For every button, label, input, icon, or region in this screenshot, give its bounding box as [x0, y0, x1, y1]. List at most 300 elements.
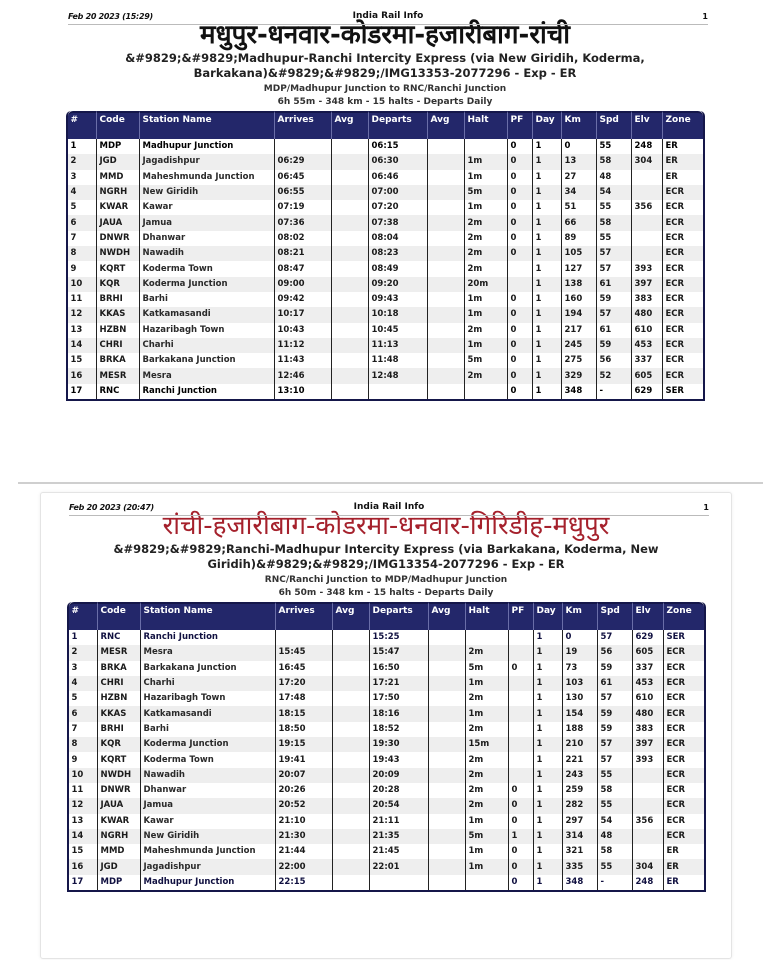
cell-num: 11 — [68, 292, 97, 307]
cell-avg-dep — [429, 706, 466, 721]
cell-arrives: 22:15 — [276, 875, 333, 890]
cell-km: 89 — [562, 231, 597, 246]
cell-avg-arr — [333, 798, 370, 813]
cell-num: 4 — [69, 676, 98, 691]
cell-station-name: Hazaribagh Town — [141, 691, 276, 706]
cell-avg-arr — [332, 215, 369, 230]
cell-zone: ER — [664, 859, 704, 874]
cell-avg-dep — [428, 384, 465, 399]
cell-avg-arr — [333, 676, 370, 691]
cell-station-name: Charhi — [141, 676, 276, 691]
site-name: India Rail Info — [353, 502, 425, 512]
cell-code: HZBN — [98, 691, 141, 706]
cell-elv: 248 — [633, 875, 664, 890]
cell-elv: 356 — [632, 200, 663, 215]
column-header-zone: Zone — [663, 111, 703, 139]
cell-day: 1 — [534, 798, 563, 813]
cell-km: 259 — [563, 783, 598, 798]
cell-departs: 10:18 — [369, 307, 428, 322]
cell-halt: 2m — [465, 231, 508, 246]
column-header-num: # — [69, 602, 98, 630]
cell-day: 1 — [534, 722, 563, 737]
cell-km: 210 — [563, 737, 598, 752]
cell-day: 1 — [533, 154, 562, 169]
cell-station-name: Mesra — [141, 645, 276, 660]
cell-km: 127 — [562, 261, 597, 276]
cell-zone: ECR — [663, 338, 703, 353]
table-row — [69, 859, 704, 874]
cell-zone: ECR — [663, 292, 703, 307]
table-row — [69, 875, 704, 890]
cell-avg-arr — [333, 661, 370, 676]
cell-avg-dep — [429, 722, 466, 737]
column-header-code: Code — [97, 111, 140, 139]
cell-halt: 1m — [465, 200, 508, 215]
timetable-table — [66, 111, 705, 401]
cell-day: 1 — [533, 215, 562, 230]
cell-pf — [509, 752, 534, 767]
cell-num: 3 — [69, 661, 98, 676]
cell-elv: 610 — [632, 323, 663, 338]
cell-pf: 0 — [508, 231, 533, 246]
cell-elv: 397 — [632, 277, 663, 292]
cell-arrives: 10:43 — [275, 323, 332, 338]
cell-num: 10 — [68, 277, 97, 292]
cell-station-name: Charhi — [140, 338, 275, 353]
cell-pf: 0 — [508, 384, 533, 399]
cell-code: JAUA — [97, 215, 140, 230]
cell-pf — [509, 691, 534, 706]
cell-num: 17 — [68, 384, 97, 399]
cell-arrives: 06:55 — [275, 185, 332, 200]
cell-avg-arr — [332, 170, 369, 185]
cell-halt: 2m — [466, 783, 509, 798]
cell-station-name: Barhi — [140, 292, 275, 307]
cell-arrives: 08:02 — [275, 231, 332, 246]
cell-halt: 15m — [466, 737, 509, 752]
cell-num: 8 — [68, 246, 97, 261]
cell-halt: 5m — [466, 661, 509, 676]
cell-num: 12 — [69, 798, 98, 813]
cell-code: MMD — [97, 170, 140, 185]
column-header-station-name: Station Name — [140, 111, 275, 139]
cell-avg-dep — [429, 814, 466, 829]
cell-spd: - — [597, 384, 632, 399]
cell-departs: 20:28 — [370, 783, 429, 798]
cell-zone: SER — [663, 384, 703, 399]
table-row — [68, 292, 703, 307]
cell-code: JAUA — [98, 798, 141, 813]
cell-elv — [632, 231, 663, 246]
cell-num: 15 — [68, 353, 97, 368]
cell-zone: ECR — [664, 661, 704, 676]
table-row — [69, 737, 704, 752]
cell-spd: 57 — [598, 752, 633, 767]
cell-station-name: Koderma Town — [140, 261, 275, 276]
cell-elv: 480 — [633, 706, 664, 721]
cell-spd: 57 — [598, 737, 633, 752]
panel-divider — [18, 482, 763, 484]
cell-avg-arr — [333, 706, 370, 721]
cell-arrives — [275, 139, 332, 154]
cell-day: 1 — [534, 814, 563, 829]
cell-avg-arr — [333, 691, 370, 706]
table-row — [69, 676, 704, 691]
cell-elv: 383 — [632, 292, 663, 307]
cell-elv: 393 — [633, 752, 664, 767]
cell-halt: 2m — [465, 323, 508, 338]
cell-elv — [632, 170, 663, 185]
cell-arrives: 08:21 — [275, 246, 332, 261]
cell-avg-arr — [333, 722, 370, 737]
cell-arrives: 18:15 — [276, 706, 333, 721]
cell-departs: 15:25 — [370, 630, 429, 645]
cell-km: 329 — [562, 368, 597, 383]
column-header-pf: PF — [508, 111, 533, 139]
cell-spd: 59 — [598, 722, 633, 737]
column-header-spd: Spd — [598, 602, 633, 630]
cell-num: 9 — [68, 261, 97, 276]
cell-departs: 09:20 — [369, 277, 428, 292]
cell-code: RNC — [98, 630, 141, 645]
cell-avg-dep — [429, 630, 466, 645]
cell-avg-dep — [428, 154, 465, 169]
cell-halt: 2m — [466, 798, 509, 813]
cell-halt: 1m — [466, 706, 509, 721]
cell-num: 7 — [69, 722, 98, 737]
cell-spd: 58 — [598, 783, 633, 798]
cell-station-name: Koderma Junction — [141, 737, 276, 752]
cell-day: 1 — [534, 829, 563, 844]
cell-departs: 22:01 — [370, 859, 429, 874]
cell-departs: 18:52 — [370, 722, 429, 737]
cell-spd: 57 — [598, 630, 633, 645]
cell-day: 1 — [534, 875, 563, 890]
cell-spd: 57 — [597, 307, 632, 322]
cell-code: CHRI — [98, 676, 141, 691]
cell-code: DNWR — [98, 783, 141, 798]
column-header-pf: PF — [509, 602, 534, 630]
cell-num: 14 — [69, 829, 98, 844]
cell-num: 6 — [69, 706, 98, 721]
cell-elv: 480 — [632, 307, 663, 322]
cell-arrives: 21:44 — [276, 844, 333, 859]
cell-arrives: 21:10 — [276, 814, 333, 829]
cell-elv — [633, 783, 664, 798]
cell-code: MMD — [98, 844, 141, 859]
cell-spd: 55 — [597, 139, 632, 154]
column-header-km: Km — [562, 111, 597, 139]
cell-avg-arr — [332, 307, 369, 322]
column-header-elv: Elv — [632, 111, 663, 139]
column-header-num: # — [68, 111, 97, 139]
cell-halt: 20m — [465, 277, 508, 292]
cell-avg-dep — [428, 246, 465, 261]
cell-pf: 1 — [509, 829, 534, 844]
cell-elv: 397 — [633, 737, 664, 752]
cell-day: 1 — [533, 277, 562, 292]
cell-arrives: 20:26 — [276, 783, 333, 798]
cell-station-name: Ranchi Junction — [140, 384, 275, 399]
cell-zone: ER — [664, 844, 704, 859]
cell-station-name: Dhanwar — [141, 783, 276, 798]
table-row — [69, 630, 704, 645]
column-header-code: Code — [98, 602, 141, 630]
cell-code: CHRI — [97, 338, 140, 353]
table-row — [69, 722, 704, 737]
cell-station-name: Jagadishpur — [141, 859, 276, 874]
cell-zone: ECR — [664, 768, 704, 783]
print-date: Feb 20 2023 (20:47) — [69, 503, 154, 512]
cell-avg-dep — [429, 737, 466, 752]
cell-spd: 59 — [598, 661, 633, 676]
cell-avg-dep — [428, 139, 465, 154]
cell-avg-dep — [428, 307, 465, 322]
cell-station-name: Katkamasandi — [141, 706, 276, 721]
site-name: India Rail Info — [352, 11, 424, 21]
cell-code: MESR — [97, 368, 140, 383]
cell-code: KKAS — [97, 307, 140, 322]
cell-code: KKAS — [98, 706, 141, 721]
cell-station-name: Madhupur Junction — [141, 875, 276, 890]
print-header — [68, 2, 708, 25]
cell-day: 1 — [534, 768, 563, 783]
cell-avg-dep — [429, 859, 466, 874]
cell-zone: ER — [664, 875, 704, 890]
cell-spd: 48 — [597, 170, 632, 185]
cell-halt: 1m — [466, 844, 509, 859]
cell-km: 275 — [562, 353, 597, 368]
table-row — [68, 323, 703, 338]
cell-spd: 61 — [597, 277, 632, 292]
hindi-route-title: रांची-हजारीबाग-कोडरमा-धनवार-गिरिडीह-मधुपुर — [162, 511, 610, 541]
cell-km: 221 — [563, 752, 598, 767]
cell-pf: 0 — [508, 307, 533, 322]
cell-arrives: 09:00 — [275, 277, 332, 292]
cell-elv: 304 — [633, 859, 664, 874]
cell-pf: 0 — [508, 154, 533, 169]
cell-km: 105 — [562, 246, 597, 261]
cell-pf — [509, 706, 534, 721]
cell-km: 245 — [562, 338, 597, 353]
column-header-elv: Elv — [633, 602, 664, 630]
cell-pf: 0 — [508, 200, 533, 215]
cell-halt: 2m — [465, 368, 508, 383]
cell-avg-arr — [333, 768, 370, 783]
column-header-arrives: Arrives — [276, 602, 333, 630]
cell-km: 194 — [562, 307, 597, 322]
cell-arrives: 20:07 — [276, 768, 333, 783]
cell-day: 1 — [533, 261, 562, 276]
cell-departs — [370, 875, 429, 890]
cell-pf — [508, 261, 533, 276]
timetable-table — [67, 602, 706, 892]
cell-spd: 55 — [598, 798, 633, 813]
cell-halt — [466, 875, 509, 890]
cell-avg-dep — [428, 292, 465, 307]
cell-departs: 07:20 — [369, 200, 428, 215]
cell-day: 1 — [534, 737, 563, 752]
column-header-avg-arr: Avg — [332, 111, 369, 139]
table-row — [68, 338, 703, 353]
cell-avg-arr — [333, 630, 370, 645]
table-row — [68, 368, 703, 383]
cell-spd: 57 — [597, 261, 632, 276]
cell-halt — [466, 630, 509, 645]
cell-zone: ECR — [663, 368, 703, 383]
cell-spd: 59 — [598, 706, 633, 721]
cell-departs: 20:09 — [370, 768, 429, 783]
print-header — [69, 493, 709, 516]
cell-num: 4 — [68, 185, 97, 200]
cell-num: 5 — [69, 691, 98, 706]
cell-halt: 1m — [465, 170, 508, 185]
train-name: &#9829;&#9829;Madhupur-Ranchi Intercity Express (via New Giridih, Koderma, Barkakana)&#9829;&#9829;/IMG13353-2077296 - Exp - ER — [125, 51, 645, 80]
cell-departs: 10:45 — [369, 323, 428, 338]
cell-avg-arr — [332, 368, 369, 383]
cell-halt: 5m — [465, 353, 508, 368]
cell-zone: ER — [663, 139, 703, 154]
cell-departs: 08:23 — [369, 246, 428, 261]
cell-departs: 21:45 — [370, 844, 429, 859]
cell-zone: ECR — [663, 323, 703, 338]
timetable-panel-2 — [40, 492, 732, 959]
cell-code: HZBN — [97, 323, 140, 338]
column-header-km: Km — [563, 602, 598, 630]
cell-avg-arr — [332, 185, 369, 200]
cell-zone: ECR — [664, 645, 704, 660]
cell-km: 103 — [563, 676, 598, 691]
cell-day: 1 — [533, 368, 562, 383]
cell-halt: 5m — [466, 829, 509, 844]
cell-zone: ECR — [664, 783, 704, 798]
cell-halt: 1m — [465, 154, 508, 169]
cell-halt: 2m — [465, 246, 508, 261]
cell-departs: 07:00 — [369, 185, 428, 200]
cell-avg-arr — [332, 246, 369, 261]
cell-km: 154 — [563, 706, 598, 721]
cell-departs: 19:30 — [370, 737, 429, 752]
cell-departs: 06:46 — [369, 170, 428, 185]
cell-pf: 0 — [509, 814, 534, 829]
cell-elv — [633, 844, 664, 859]
cell-code: MDP — [98, 875, 141, 890]
cell-avg-dep — [429, 676, 466, 691]
cell-day: 1 — [533, 307, 562, 322]
cell-day: 1 — [534, 783, 563, 798]
cell-km: 321 — [563, 844, 598, 859]
table-row — [68, 384, 703, 399]
cell-zone: ECR — [664, 737, 704, 752]
table-header-row — [69, 602, 704, 630]
cell-km: 160 — [562, 292, 597, 307]
cell-km: 0 — [563, 630, 598, 645]
table-row — [68, 307, 703, 322]
cell-arrives: 19:41 — [276, 752, 333, 767]
table-row — [68, 215, 703, 230]
cell-zone: ECR — [664, 706, 704, 721]
cell-avg-dep — [429, 661, 466, 676]
cell-pf — [509, 768, 534, 783]
cell-avg-dep — [428, 170, 465, 185]
journey-summary: 6h 55m - 348 km - 15 halts - Departs Daily — [277, 97, 493, 107]
cell-avg-arr — [332, 277, 369, 292]
cell-code: KWAR — [98, 814, 141, 829]
cell-km: 130 — [563, 691, 598, 706]
cell-avg-arr — [332, 200, 369, 215]
page-number: 1 — [703, 503, 709, 512]
cell-day: 1 — [533, 185, 562, 200]
table-row — [69, 798, 704, 813]
cell-avg-arr — [333, 829, 370, 844]
cell-avg-arr — [332, 353, 369, 368]
route-endpoints: MDP/Madhupur Junction to RNC/Ranchi Junction — [263, 84, 507, 94]
table-row — [69, 814, 704, 829]
cell-departs: 06:30 — [369, 154, 428, 169]
cell-halt — [465, 384, 508, 399]
cell-avg-dep — [429, 645, 466, 660]
cell-avg-dep — [428, 368, 465, 383]
cell-code: NGRH — [97, 185, 140, 200]
cell-code: JGD — [97, 154, 140, 169]
cell-zone: ECR — [663, 246, 703, 261]
cell-day: 1 — [533, 231, 562, 246]
cell-spd: 61 — [597, 323, 632, 338]
cell-zone: ECR — [664, 676, 704, 691]
cell-station-name: Madhupur Junction — [140, 139, 275, 154]
cell-km: 34 — [562, 185, 597, 200]
cell-zone: ECR — [664, 691, 704, 706]
cell-km: 348 — [563, 875, 598, 890]
column-header-halt: Halt — [465, 111, 508, 139]
cell-avg-arr — [332, 323, 369, 338]
cell-departs — [369, 384, 428, 399]
cell-avg-arr — [333, 645, 370, 660]
cell-code: NWDH — [97, 246, 140, 261]
cell-elv: 248 — [632, 139, 663, 154]
cell-avg-arr — [332, 338, 369, 353]
cell-departs: 16:50 — [370, 661, 429, 676]
cell-departs: 21:35 — [370, 829, 429, 844]
table-row — [68, 246, 703, 261]
cell-zone: SER — [664, 630, 704, 645]
cell-pf: 0 — [509, 798, 534, 813]
cell-avg-dep — [429, 875, 466, 890]
cell-elv — [633, 768, 664, 783]
cell-km: 348 — [562, 384, 597, 399]
cell-avg-dep — [428, 277, 465, 292]
cell-code: BRKA — [97, 353, 140, 368]
cell-code: MESR — [98, 645, 141, 660]
table-row — [69, 752, 704, 767]
column-header-avg-dep: Avg — [428, 111, 465, 139]
cell-departs: 18:16 — [370, 706, 429, 721]
cell-elv — [632, 215, 663, 230]
cell-code: KWAR — [97, 200, 140, 215]
column-header-station-name: Station Name — [141, 602, 276, 630]
cell-code: KQRT — [98, 752, 141, 767]
table-row — [69, 844, 704, 859]
cell-num: 10 — [69, 768, 98, 783]
cell-avg-arr — [333, 844, 370, 859]
cell-num: 15 — [69, 844, 98, 859]
cell-spd: 59 — [597, 292, 632, 307]
cell-pf: 0 — [508, 323, 533, 338]
cell-station-name: Kawar — [140, 200, 275, 215]
cell-km: 314 — [563, 829, 598, 844]
cell-arrives: 16:45 — [276, 661, 333, 676]
table-row — [69, 645, 704, 660]
